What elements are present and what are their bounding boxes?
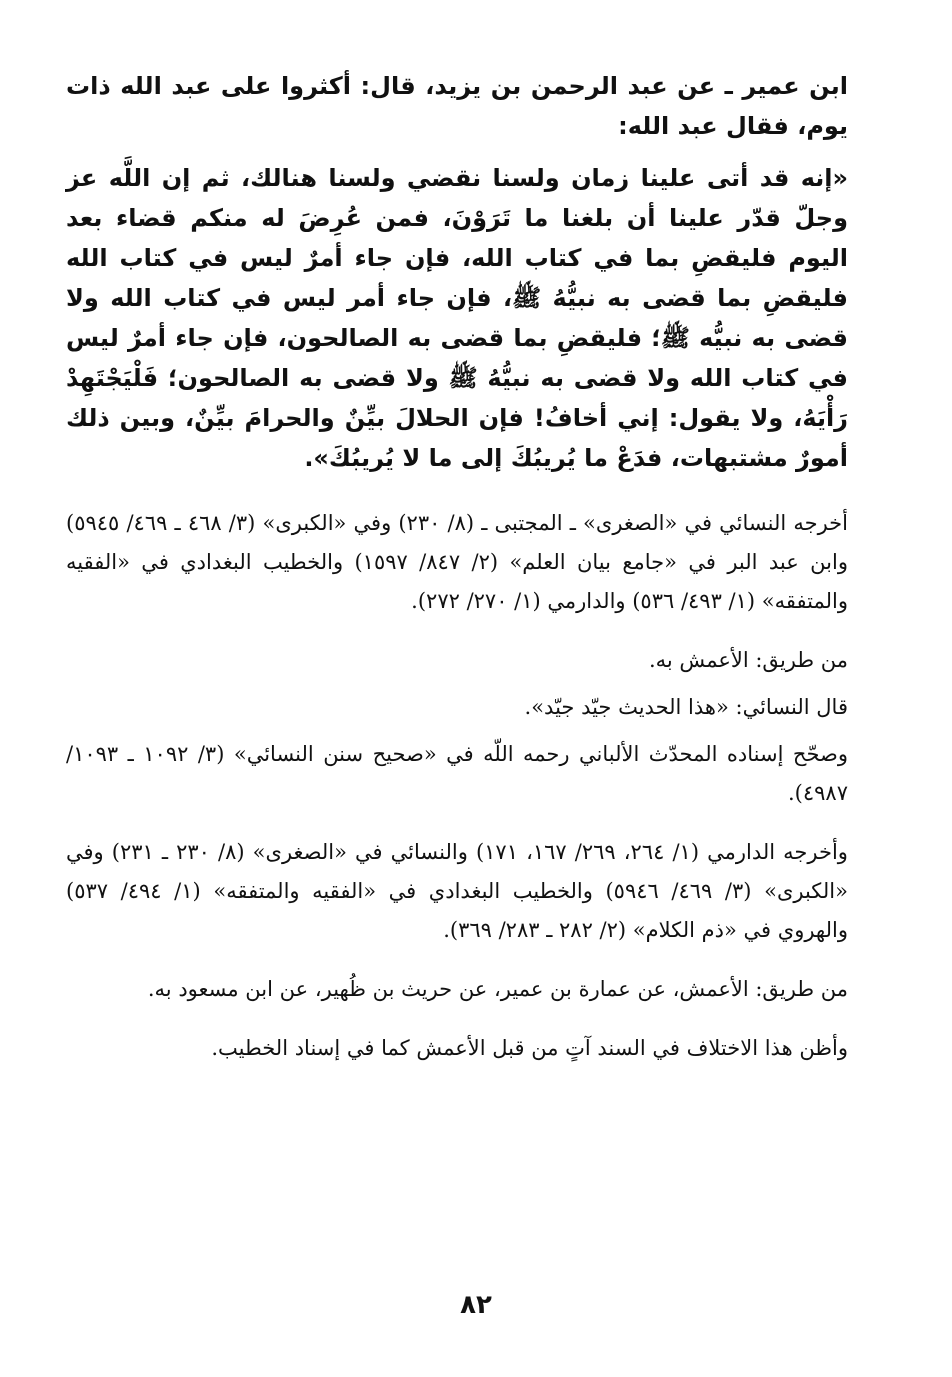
takhrij-paragraph: أخرجه النسائي في «الصغرى» ـ المجتبى ـ (٨/ ٢٣٠) وفي «الكبرى» (٣/ ٤٦٨ ـ ٤٦٩/ ٥٩٤٥) وابن عبد البر في «جامع بيان العلم» (٢/ ٨٤٧/ ١٥٩٧) والخطيب البغدادي في «الفقيه والمتفقه» (١/ ٤٩٣/ ٥٣٦) والدارمي (١/ ٢٧٠/ ٢٧٢). [66, 511, 848, 613]
chain-note: من طريق: الأعمش به. [648, 648, 848, 672]
hadith-quote: «إنه قد أتى علينا زمان ولسنا نقضي ولسنا هنالك، ثم إن اللَّه عز وجلّ قدّر علينا أن بلغنا ما تَرَوْنَ، فمن عُرِضَ له منكم قضاء بعد اليوم فليقضِ بما في كتاب الله، فإن جاء أمرٌ ليس في كتاب الله فليقضِ بما قضى به نبيُّهُ ﷺ، فإن جاء أمر ليس في كتاب الله ولا قضى به نبيُّه ﷺ؛ فليقضِ بما قضى به الصالحون، فإن جاء أمرٌ ليس في كتاب الله ولا قضى به نبيُّهُ ﷺ ولا قضى به الصالحون؛ فَلْيَجْتَهِدْ رَأْيَهُ، ولا يقول: إني أخافُ! فإن الحلالَ بيِّنٌ والحرامَ بيِّنٌ، وبين ذلك أمورٌ مشتبهات، فدَعْ ما يُريبُكَ إلى ما لا يُريبُكَ». [66, 164, 848, 472]
albani-grading: وصحّح إسناده المحدّث الألباني رحمه اللّه في «صحيح سنن النسائي» (٣/ ١٠٩٢ ـ ١٠٩٣/ ٤٩٨٧). [66, 742, 848, 805]
author-comment: وأظن هذا الاختلاف في السند آتٍ من قبل الأعمش كما في إسناد الخطيب. [211, 1036, 848, 1060]
page-number: ٨٢ [460, 1290, 492, 1320]
isnad-intro: ابن عمير ـ عن عبد الرحمن بن يزيد، قال: أكثروا على عبد الله ذات يوم، فقال عبد الله: [66, 72, 848, 140]
takhrij-paragraph-2: وأخرجه الدارمي (١/ ٢٦٤، ٢٦٩/ ١٦٧، ١٧١) والنسائي في «الصغرى» (٨/ ٢٣٠ ـ ٢٣١) وفي «الكبرى» (٣/ ٤٦٩/ ٥٩٤٦) والخطيب البغدادي في «الفقيه والمتفقه» (١/ ٤٩٤/ ٥٣٧) والهروي في «ذم الكلام» (٢/ ٢٨٢ ـ ٢٨٣/ ٣٦٩). [66, 840, 848, 942]
chain-note-2: من طريق: الأعمش، عن عمارة بن عمير، عن حريث بن ظُهير، عن ابن مسعود به. [147, 977, 848, 1001]
nasai-grading: قال النسائي: «هذا الحديث جيّد جيّد». [524, 695, 848, 719]
